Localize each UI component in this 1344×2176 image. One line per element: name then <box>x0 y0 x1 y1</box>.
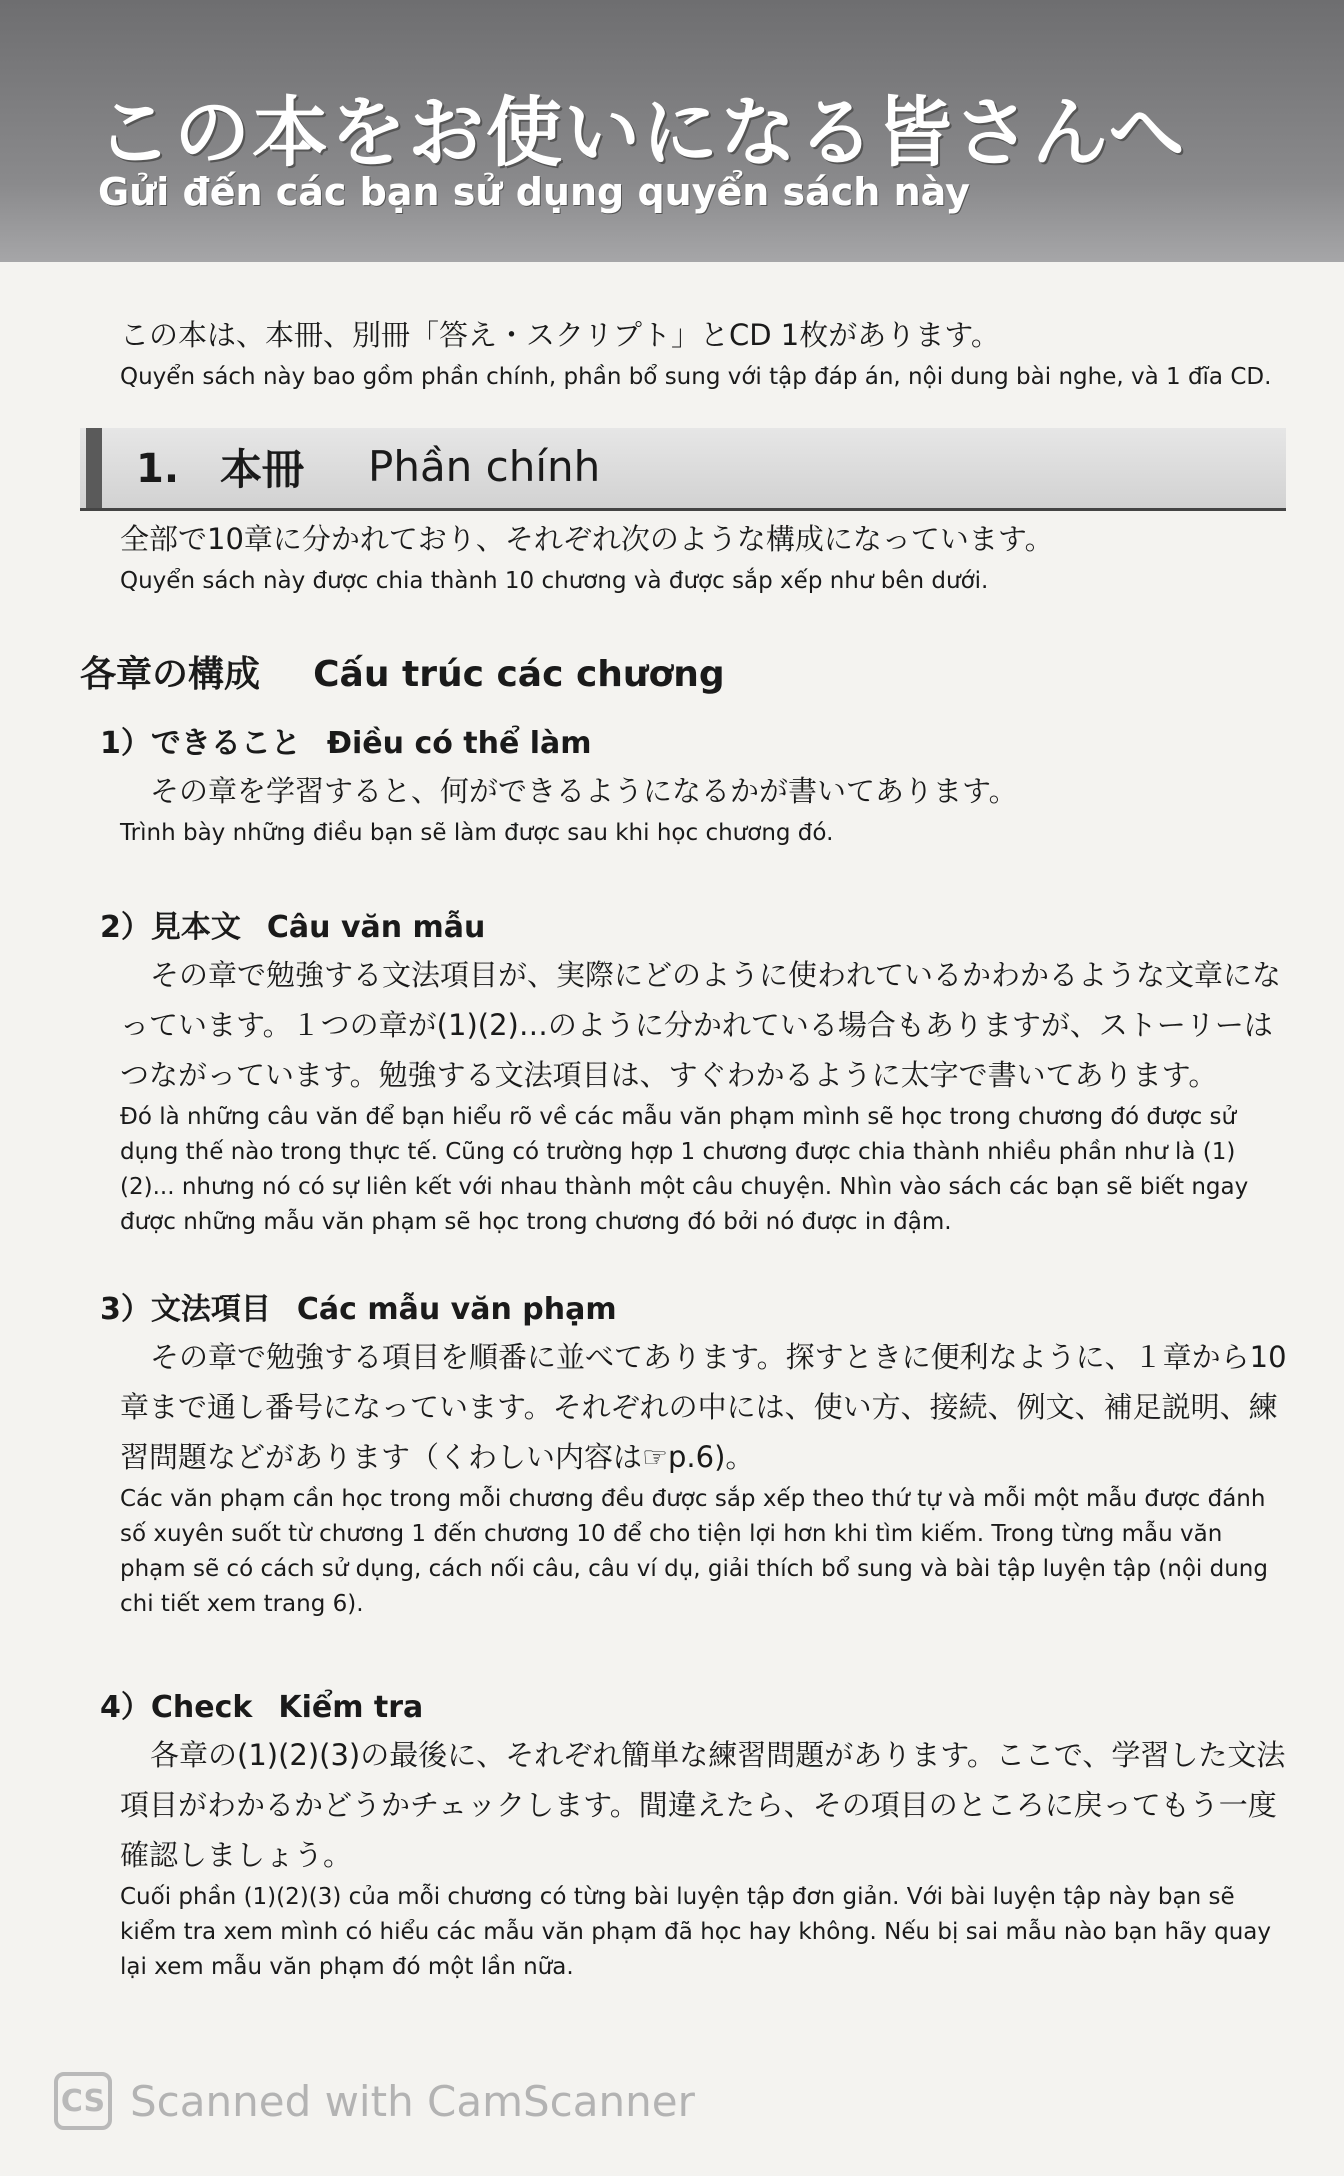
camscanner-logo-icon: CS <box>54 2072 112 2130</box>
item-4 <box>100 1682 1290 1985</box>
structure-title-vi: Cấu trúc các chương <box>313 654 725 695</box>
item-3-label-vi: Các mẫu văn phạm <box>296 1292 617 1327</box>
item-4-vi: Cuối phần (1)(2)(3) của mỗi chương có từng bài luyện tập đơn giản. Với bài luyện tập này bạn sẽ kiểm tra xem mình có hiểu các mẫu văn phạm đã học hay không. Nếu bị sai mẫu nào bạn hãy quay lại xem mẫu văn phạm đó một lần nữa. <box>120 1884 1271 1980</box>
section1-jp: 全部で10章に分かれており、それぞれ次のような構成になっています。 <box>120 522 1054 556</box>
item-3 <box>100 1284 1290 1622</box>
item-2-jp: その章で勉強する文法項目が、実際にどのように使われているかわかるような文章になっています。１つの章が(1)(2)…のように分かれている場合もありますが、ストーリーはつながっています。勉強する文法項目は、すぐわかるように太字で書いてあります。 <box>120 958 1282 1092</box>
item-2-heading <box>100 902 1290 946</box>
item-1-label-jp: 1）できること <box>100 726 301 761</box>
item-2-vi: Đó là những câu văn để bạn hiểu rõ về các mẫu văn phạm mình sẽ học trong chương đó được sử dụng thế nào trong thực tế. Cũng có trường hợp 1 chương được chia thành nhiều phần như là (1) (2)... nhưng nó có sự liên kết với nhau thành một câu chuyện. Nhìn vào sách các bạn sẽ biết ngay được những mẫu văn phạm sẽ học trong chương đó bởi nó được in đậm. <box>120 1104 1249 1235</box>
item-3-label-jp: 3）文法項目 <box>100 1292 271 1327</box>
item-4-jp: 各章の(1)(2)(3)の最後に、それぞれ簡単な練習問題があります。ここで、学習した文法項目がわかるかどうかチェックします。間違えたら、その項目のところに戻ってもう一度確認しましょう。 <box>120 1738 1286 1872</box>
page-title: この本をお使いになる皆さんへ <box>96 88 1187 177</box>
item-3-jp: その章で勉強する項目を順番に並べてあります。探すときに便利なように、１章から10章まで通し番号になっています。それぞれの中には、使い方、接続、例文、補足説明、練習問題などがあります（くわしい内容は☞p.6)。 <box>120 1340 1287 1474</box>
item-3-vi: Các văn phạm cần học trong mỗi chương đều được sắp xếp theo thứ tự và mỗi một mẫu được đánh số xuyên suốt từ chương 1 đến chương 10 để cho tiện lợi hơn khi tìm kiếm. Trong từng mẫu văn phạm sẽ có cách sử dụng, cách nối câu, câu ví dụ, giải thích bổ sung và bài tập luyện tập (nội dung chi tiết xem trang 6). <box>120 1486 1268 1617</box>
camscanner-watermark <box>54 2072 695 2130</box>
item-1 <box>100 718 1290 851</box>
item-4-heading <box>100 1682 1290 1726</box>
section1-desc <box>120 514 1290 599</box>
section-title-vi: Phần chính <box>368 442 601 491</box>
header-band <box>0 0 1344 262</box>
item-3-heading <box>100 1284 1290 1328</box>
item-1-label-vi: Điều có thể làm <box>326 726 592 761</box>
item-4-label-vi: Kiểm tra <box>278 1690 424 1725</box>
section-heading-1 <box>80 428 1286 511</box>
item-4-label-jp: 4）Check <box>100 1690 253 1725</box>
section-number: 1. <box>136 446 180 492</box>
item-2 <box>100 902 1290 1240</box>
item-1-heading <box>100 718 1290 762</box>
section-stripe <box>86 428 102 508</box>
watermark-text: Scanned with CamScanner <box>130 2076 695 2126</box>
structure-heading <box>80 646 1290 697</box>
item-2-label-jp: 2）見本文 <box>100 910 241 945</box>
intro-vi: Quyển sách này bao gồm phần chính, phần bổ sung với tập đáp án, nội dung bài nghe, và 1 đĩa CD. <box>120 364 1272 390</box>
section-title-jp: 本冊 <box>220 445 305 494</box>
structure-title-jp: 各章の構成 <box>80 654 261 695</box>
intro-jp: この本は、本冊、別冊「答え・スクリプト」とCD 1枚があります。 <box>120 318 1000 352</box>
item-1-vi: Trình bày những điều bạn sẽ làm được sau khi học chương đó. <box>120 820 834 846</box>
item-1-jp: その章を学習すると、何ができるようになるかが書いてあります。 <box>150 774 1018 808</box>
intro <box>120 310 1290 395</box>
section1-vi: Quyển sách này được chia thành 10 chương và được sắp xếp như bên dưới. <box>120 568 989 594</box>
page-subtitle: Gửi đến các bạn sử dụng quyển sách này <box>98 170 970 214</box>
item-2-label-vi: Câu văn mẫu <box>266 910 486 945</box>
